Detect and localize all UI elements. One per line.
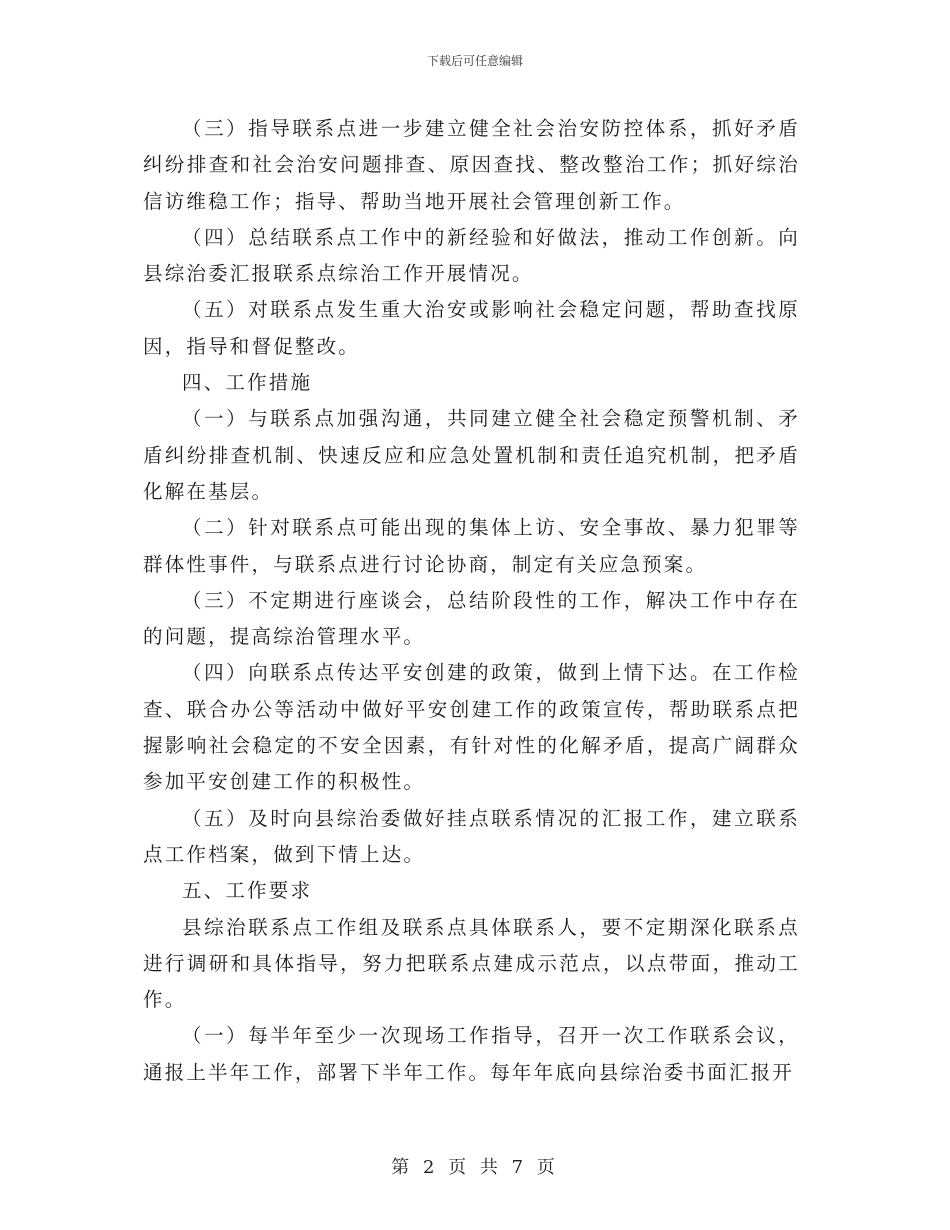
paragraph-3-4: （四）总结联系点工作中的新经验和好做法，推动工作创新。向县综治委汇报联系点综治工作开展情况。 xyxy=(143,225,800,286)
document-body xyxy=(143,111,800,1091)
paragraph-4-3: （三）不定期进行座谈会，总结阶段性的工作，解决工作中存在的问题，提高综治管理水平。 xyxy=(143,588,800,649)
paragraph-4-2: （二）针对联系点可能出现的集体上访、安全事故、暴力犯罪等群体性事件，与联系点进行讨论协商，制定有关应急预案。 xyxy=(143,516,800,576)
section-heading-5: 五、工作要求 xyxy=(182,879,313,903)
paragraph-5-intro: 县综治联系点工作组及联系点具体联系人，要不定期深化联系点进行调研和具体指导，努力把联系点建成示范点，以点带面，推动工作。 xyxy=(143,915,800,1012)
section-heading-4: 四、工作措施 xyxy=(182,371,313,395)
paragraph-3-5: （五）对联系点发生重大治安或影响社会稳定问题，帮助查找原因，指导和督促整改。 xyxy=(143,298,800,358)
page-header-note: 下载后可任意编辑 xyxy=(426,54,523,68)
page-number: 第 2 页 共 7 页 xyxy=(391,1157,559,1178)
paragraph-4-5: （五）及时向县综治委做好挂点联系情况的汇报工作，建立联系点工作档案，做到下情上达。 xyxy=(143,806,800,866)
paragraph-4-4: （四）向联系点传达平安创建的政策，做到上情下达。在工作检查、联合办公等活动中做好平安创建工作的政策宣传，帮助联系点把握影响社会稳定的不安全因素，有针对性的化解矛盾，提高广阔群众参加平安创建工作的积极性。 xyxy=(143,661,800,794)
paragraph-5-1: （一）每半年至少一次现场工作指导，召开一次工作联系会议，通报上半年工作，部署下半年工作。每年年底向县综治委书面汇报开 xyxy=(143,1024,800,1084)
paragraph-3-3: （三）指导联系点进一步建立健全社会治安防控体系，抓好矛盾纠纷排查和社会治安问题排查、原因查找、整改整治工作；抓好综治信访维稳工作；指导、帮助当地开展社会管理创新工作。 xyxy=(143,117,800,213)
paragraph-4-1: （一）与联系点加强沟通，共同建立健全社会稳定预警机制、矛盾纠纷排查机制、快速反应和应急处置机制和责任追究机制，把矛盾化解在基层。 xyxy=(143,407,800,503)
